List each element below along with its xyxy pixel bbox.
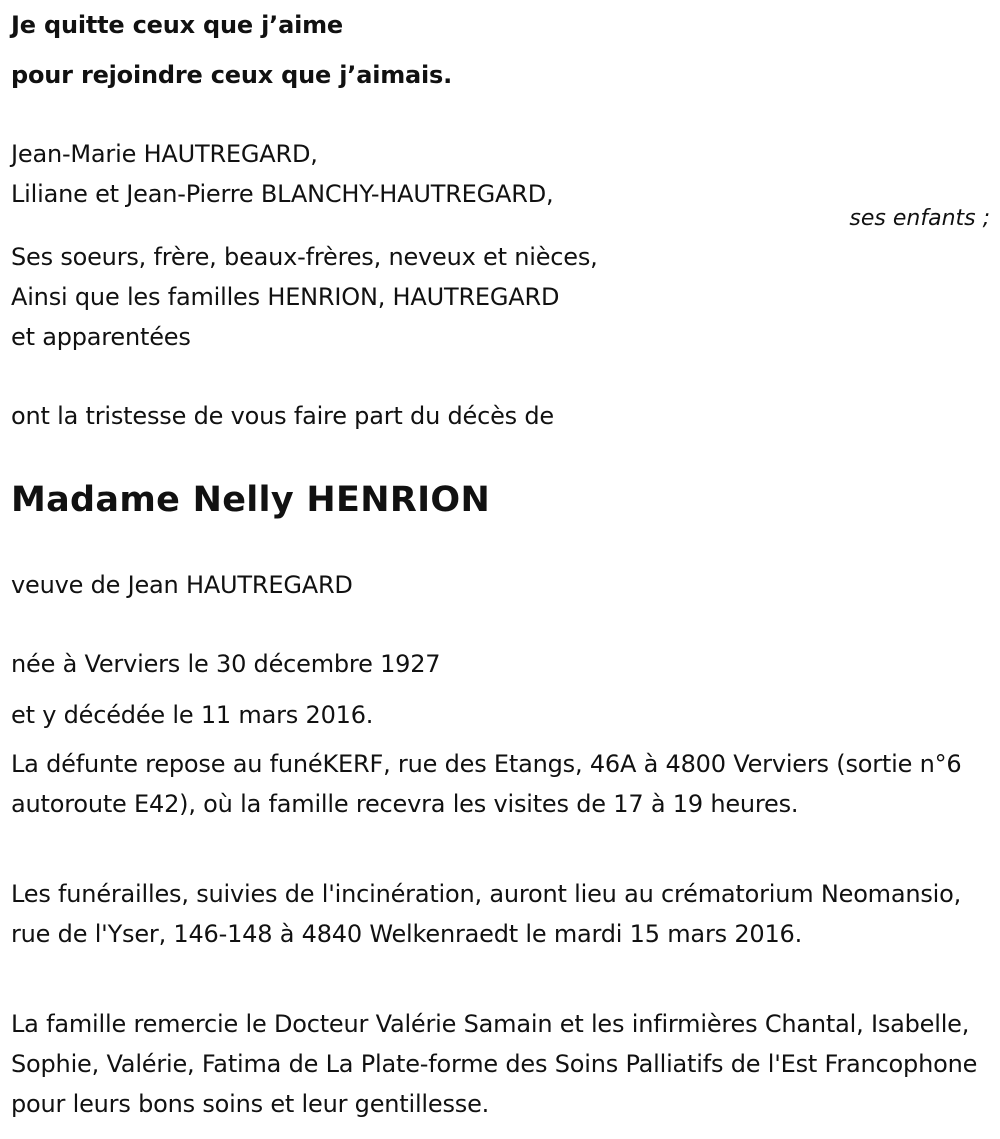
death-info: et y décédée le 11 mars 2016. <box>11 701 374 729</box>
opening-quote-line-2: pour rejoindre ceux que j’aimais. <box>11 61 453 89</box>
announcement: ont la tristesse de vous faire part du décès de <box>11 402 554 430</box>
birth-info: née à Verviers le 30 décembre 1927 <box>11 650 441 678</box>
funeral-paragraph: Les funérailles, suivies de l'incinération, auront lieu au crématorium Neomansio, rue de l'Yser, 146-148 à 4840 Welkenraedt le mardi 15 mars 2016. <box>11 880 962 948</box>
deceased-name: Madame Nelly HENRION <box>11 480 491 520</box>
opening-quote-line-1: Je quitte ceux que j’aime <box>11 11 344 39</box>
widow-of: veuve de Jean HAUTREGARD <box>11 571 353 599</box>
family-line-1: Ses soeurs, frère, beaux-frères, neveux et nièces, <box>11 243 598 271</box>
family-line-2: Ainsi que les familles HENRION, HAUTREGARD <box>11 283 560 311</box>
child-name-1: Jean-Marie HAUTREGARD, <box>11 140 318 168</box>
thanks-paragraph: La famille remercie le Docteur Valérie Samain et les infirmières Chantal, Isabelle, Sophie, Valérie, Fatima de La Plate-forme des Soins Palliatifs de l'Est Francophone pour leurs bons soins et leur gentillesse. <box>11 1010 978 1118</box>
family-line-3: et apparentées <box>11 323 191 351</box>
visitation-paragraph: La défunte repose au funéKERF, rue des Etangs, 46A à 4800 Verviers (sortie n°6 autoroute E42), où la famille recevra les visites de 17 à 19 heures. <box>11 750 962 818</box>
child-name-2: Liliane et Jean-Pierre BLANCHY-HAUTREGARD, <box>11 180 554 208</box>
children-label: ses enfants ; <box>849 206 990 231</box>
